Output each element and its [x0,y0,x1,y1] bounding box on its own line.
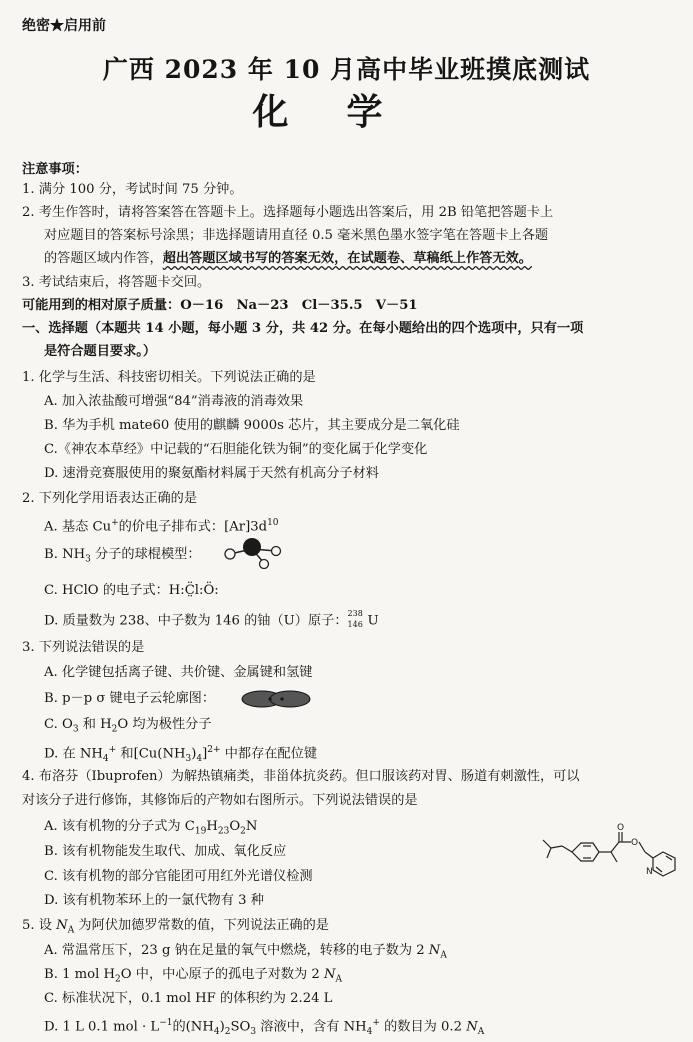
q3-option-a: A. 化学键包括离子键、共价键、金属键和氢键 [44,665,313,680]
section-1-line-2: 是符合题目要求。） [44,344,157,359]
q4-a-h: H [206,819,218,834]
q3-d-t4: ] [202,746,208,762]
q5-d-t4: SO [230,1019,251,1035]
q3-d-s1: 4 [102,754,109,765]
subject-title: 化学 [252,91,441,133]
p-p-sigma-orbital-diagram [240,688,312,710]
q2-d-symbol: U [367,613,379,629]
q4-a-s1: 19 [194,826,207,837]
q3-d-t2: 和[Cu(NH [116,746,186,762]
q5-d-s1: 4 [213,1027,220,1038]
q5-d-sup4: + [372,1018,380,1028]
q4-a-n: N [245,819,258,834]
q4-option-a [44,817,257,842]
q5-d-t2: 的(NH [172,1019,214,1035]
q5-d-t6: 的数目为 0.2 [379,1019,467,1035]
q2-option-b [44,545,201,570]
ester-oxygen-label: O [631,838,639,848]
q5-b-post: O 中，中心原子的孤电子对数为 2 [120,967,324,982]
note-2-text: 的答题区域内作答， [44,251,163,266]
q3-c-s1: 3 [72,724,79,735]
q4-option-c: C. 该有机物的部分官能团可用红外光谱仪检测 [44,869,313,884]
q2-d-text: D. 质量数为 238、中子数为 146 的铀（U）原子： [44,613,348,629]
q2-b-text: B. NH [44,547,86,562]
q5-d-na: N [466,1019,478,1035]
q3-d-t5: 中都存在配位键 [220,746,318,762]
q5-d-t5: 溶液中，含有 NH [256,1019,367,1035]
q5-option-c: C. 标准状况下，0.1 mol HF 的体积约为 2.24 L [44,991,333,1006]
note-2-line-2: 对应题目的答案标号涂黑；非选择题请用直径 0.5 毫米黑色墨水签字笔在答题卡上各题 [44,228,549,243]
q4-stem-line-1: 4. 布洛芬（Ibuprofen）为解热镇痛类，非甾体抗炎药。但口服该药对胃、肠道有刺激性，可以 [22,769,580,784]
note-1: 1. 满分 100 分，考试时间 75 分钟。 [22,182,243,197]
q3-option-d [44,740,317,769]
q2-a-text: A. 基态 Cu [44,519,112,535]
q3-option-b: B. p－p σ 键电子云轮廓图： [44,691,216,706]
q1-option-b: B. 华为手机 mate60 使用的麒麟 9000s 芯片，其主要成分是二氧化硅 [44,418,460,433]
q3-d-t1: D. 在 NH [44,746,103,762]
modified-ibuprofen-structure [535,812,687,884]
q4-a-s2: 23 [217,826,230,837]
q4-a-text: A. 该有机物的分子式为 C [44,819,195,834]
q2-option-d [44,611,379,632]
q5-d-s4: 4 [366,1027,373,1038]
q2-b-label: 分子的球棍模型： [90,547,201,562]
q5-a-na-sub: A [440,950,447,961]
note-2-line-1: 2. 考生作答时，请将答案答在答题卡上。选择题每小题选出答案后，用 2B 铅笔把答题卡上 [22,205,554,220]
atomic-mass-line: 可能用到的相对原子质量：O－16 Na－23 Cl－35.5 V－51 [22,298,418,313]
q1-option-c: C.《神农本草经》中记载的“石胆能化铁为铜”的变化属于化学变化 [44,442,428,457]
q5-a-na: N [428,943,441,958]
exam-title: 广西 2023 年 10 月高中毕业班摸底测试 [102,55,591,84]
note-2-line-3 [44,249,532,269]
q3-c-s2: 2 [111,724,118,735]
section-1-line-1: 一、选择题（本题共 14 小题，每小题 3 分，共 42 分。在每小题给出的四个选项中，只有一项 [22,321,584,336]
note-2-emphasis: 超出答题区域书写的答案无效，在试题卷、草稿纸上作答无效。 [162,251,532,266]
q5-b-na: N [323,967,336,982]
q5-stem-post: 为阿伏加德罗常数的值，下列说法正确的是 [74,918,329,933]
q5-option-b [44,965,342,990]
q2-stem: 2. 下列化学用语表达正确的是 [22,491,198,506]
q3-c-t3: O 均为极性分子 [117,717,212,732]
q3-d-s3: 4 [196,754,203,765]
notes-heading: 注意事项： [22,162,88,177]
q2-option-c [44,581,219,601]
q5-stem [22,916,329,941]
q5-d-sup: −1 [159,1018,173,1028]
q2-c-formula: H:C̤̈l:Ö: [168,583,219,598]
q4-stem-line-2: 对该分子进行修饰，其修饰后的产物如右图所示。下列说法错误的是 [22,793,418,808]
q5-option-a [44,941,447,966]
q1-option-d: D. 速滑竞赛服使用的聚氨酯材料属于天然有机高分子材料 [44,466,379,481]
q5-d-s2: 2 [224,1027,231,1038]
q3-d-sup1: + [108,745,117,755]
q4-option-b: B. 该有机物能发生取代、加成、氧化反应 [44,844,287,859]
q3-stem: 3. 下列说法错误的是 [22,640,145,655]
confidential-label: 绝密★启用前 [22,18,106,34]
q4-option-d: D. 该有机物苯环上的一氯代物有 3 种 [44,893,264,908]
q5-b-text: B. 1 mol H [44,967,116,982]
q4-a-o: O [229,819,241,834]
q3-c-t1: C. O [44,717,73,732]
q5-na-subscript: A [67,925,75,936]
q5-b-na-sub: A [335,974,343,985]
q1-option-a: A. 加入浓盐酸可增强“84”消毒液的消毒效果 [44,394,304,409]
pyridine-nitrogen-label: N [646,867,653,877]
q5-stem-pre: 5. 设 [22,918,57,933]
q2-c-text: C. HClO 的电子式： [44,583,169,598]
q5-b-sub: 2 [115,974,121,985]
q5-a-text: A. 常温常压下，23 g 钠在足量的氧气中燃烧，转移的电子数为 2 [44,943,429,958]
q2-d-mass-number: 238 [347,609,363,618]
q5-d-t1: D. 1 L 0.1 mol · L [44,1019,160,1035]
q1-stem: 1. 化学与生活、科技密切相关。下列说法正确的是 [22,370,316,385]
q3-d-s2: 3 [185,754,192,765]
q2-d-atomic-number: 146 [347,620,363,629]
q5-d-t3: ) [219,1019,225,1035]
q5-na-symbol: N [56,918,68,933]
q3-c-t2: 和 H [78,717,112,732]
q5-d-na-sub: A [477,1027,485,1038]
nh3-ball-stick-model [218,537,282,569]
q2-a-config: 的价电子排布式：[Ar]3d [118,519,268,535]
q2-a-charge: + [111,518,119,528]
carbonyl-oxygen-label: O [617,823,625,833]
q3-d-sup2: 2+ [207,745,221,755]
q5-d-s3: 3 [250,1027,257,1038]
note-3: 3. 考试结束后，将答题卡交回。 [22,275,211,290]
q4-a-s3: 2 [240,826,246,837]
q3-d-t3: ) [191,746,197,762]
q2-b-subscript: 3 [85,554,91,565]
q3-option-c [44,715,212,740]
q2-a-exponent: 10 [267,518,279,528]
q2-option-a [44,513,279,537]
